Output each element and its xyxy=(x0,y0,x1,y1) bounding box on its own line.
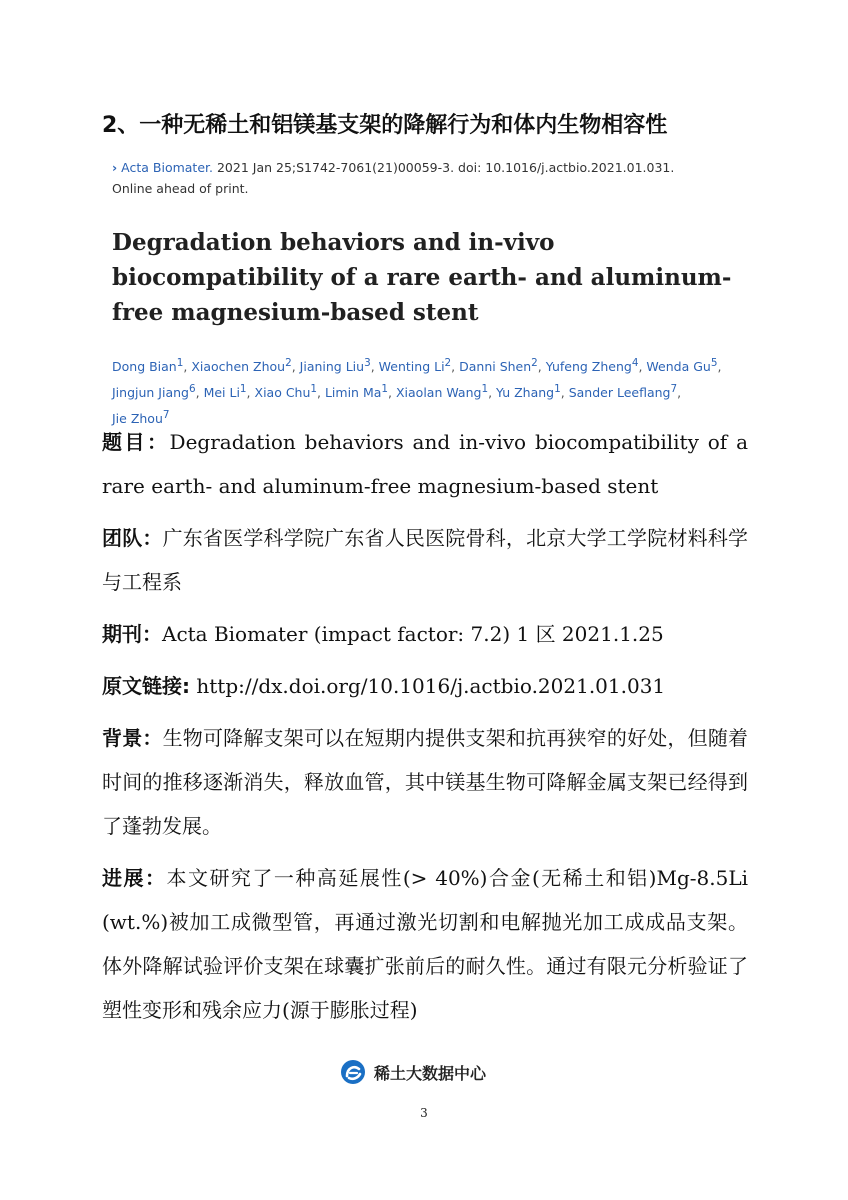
author-separator: , xyxy=(246,385,255,401)
citation-details: 2021 Jan 25;S1742-7061(21)00059-3. doi: 10.1016/j.actbio.2021.01.031. xyxy=(216,160,675,175)
author-list xyxy=(112,352,732,430)
author-separator: , xyxy=(537,359,546,375)
affiliation-badge[interactable]: 2 xyxy=(444,357,452,369)
article-title: Degradation behaviors and in-vivo biocompatibility of a rare earth- and aluminum-free magnesium-based stent xyxy=(112,229,732,326)
author-separator: , xyxy=(451,359,460,375)
link-paragraph xyxy=(102,664,748,708)
affiliation-badge[interactable]: 1 xyxy=(381,383,389,396)
author-name[interactable]: Xiaochen Zhou xyxy=(191,359,286,375)
author-separator: , xyxy=(488,385,497,401)
title-paragraph xyxy=(102,420,748,508)
author-separator: , xyxy=(638,359,647,375)
author-separator: , xyxy=(195,385,204,401)
chevron-right-icon[interactable]: › xyxy=(112,160,118,175)
journal-text: Acta Biomater (impact factor: 7.2) 1 区 2021.1.25 xyxy=(162,622,664,646)
progress-paragraph xyxy=(102,856,748,1032)
pubmed-screenshot xyxy=(112,157,732,430)
author-separator: , xyxy=(317,385,325,401)
document-body xyxy=(102,420,748,1040)
background-text: 生物可降解支架可以在短期内提供支架和抗再狭窄的好处，但随着时间的推移逐渐消失，释放血管，其中镁基生物可降解金属支架已经得到了蓬勃发展。 xyxy=(102,726,749,838)
affiliation-badge[interactable]: 7 xyxy=(670,383,678,396)
affiliation-badge[interactable]: 2 xyxy=(531,357,538,369)
affiliation-badge[interactable]: 4 xyxy=(631,357,639,369)
author-name[interactable]: Xiao Chu xyxy=(254,385,311,401)
progress-label: 进展： xyxy=(102,866,167,890)
author-name[interactable]: Xiaolan Wang xyxy=(395,385,482,401)
background-label: 背景： xyxy=(102,726,163,750)
background-paragraph xyxy=(102,716,748,848)
author-name[interactable]: Jingjun Jiang xyxy=(112,385,189,401)
affiliation-badge[interactable]: 1 xyxy=(310,383,318,396)
author-name[interactable]: Wenda Gu xyxy=(646,359,711,375)
author-separator: , xyxy=(370,359,379,375)
author-name[interactable]: Jianing Liu xyxy=(299,359,365,375)
author-name[interactable]: Sander Leeflang xyxy=(568,385,671,401)
progress-text: 本文研究了一种高延展性(> 40%)合金(无稀土和铝)Mg-8.5Li (wt.%)被加工成微型管，再通过激光切割和电解抛光加工成成品支架。体外降解试验评价支架在球囊扩张前后的耐久性。通过有限元分析验证了塑性变形和残余应力(源于膨胀过程) xyxy=(102,866,748,1022)
author-name[interactable]: Mei Li xyxy=(203,385,240,401)
journal-label: 期刊： xyxy=(102,622,162,646)
team-text: 广东省医学科学院广东省人民医院骨科，北京大学工学院材料科学与工程系 xyxy=(102,526,749,594)
affiliation-badge[interactable]: 7 xyxy=(162,409,170,422)
author-separator: , xyxy=(717,359,722,375)
author-separator: , xyxy=(388,385,396,401)
footer-brand xyxy=(340,1058,486,1086)
journal-link[interactable]: Acta Biomater. xyxy=(121,160,213,175)
team-paragraph xyxy=(102,516,748,604)
affiliation-badge[interactable]: 6 xyxy=(188,383,196,396)
author-name[interactable]: Yufeng Zheng xyxy=(545,359,632,375)
author-separator: , xyxy=(183,359,192,375)
journal-paragraph xyxy=(102,612,748,656)
title-text: Degradation behaviors and in-vivo biocompatibility of a rare earth- and aluminum-free magnesium-based stent xyxy=(102,430,748,498)
affiliation-badge[interactable]: 1 xyxy=(481,383,489,396)
brand-name: 稀土大数据中心 xyxy=(374,1063,487,1083)
author-name[interactable]: Danni Shen xyxy=(459,359,532,375)
author-separator: , xyxy=(291,359,300,375)
author-name[interactable]: Dong Bian xyxy=(112,359,177,375)
doi-link[interactable]: http://dx.doi.org/10.1016/j.actbio.2021.01.031 xyxy=(190,674,666,698)
team-label: 团队： xyxy=(102,526,163,550)
citation-line xyxy=(112,157,732,199)
online-note: Online ahead of print. xyxy=(112,181,249,196)
affiliation-badge[interactable]: 5 xyxy=(710,357,718,369)
affiliation-badge[interactable]: 1 xyxy=(239,383,247,396)
affiliation-badge[interactable]: 1 xyxy=(554,383,561,396)
link-label: 原文链接: xyxy=(102,674,190,698)
author-name[interactable]: Jie Zhou xyxy=(112,411,163,427)
author-name[interactable]: Yu Zhang xyxy=(496,385,555,401)
author-name[interactable]: Limin Ma xyxy=(324,385,382,401)
affiliation-badge[interactable]: 3 xyxy=(364,357,371,369)
author-separator: , xyxy=(677,385,682,401)
section-heading: 2、一种无稀土和铝镁基支架的降解行为和体内生物相容性 xyxy=(102,113,668,138)
affiliation-badge[interactable]: 2 xyxy=(285,357,292,369)
author-name[interactable]: Wenting Li xyxy=(378,359,445,375)
page-number: 3 xyxy=(420,1106,428,1120)
author-separator: , xyxy=(560,385,569,401)
re-logo-icon xyxy=(340,1059,366,1085)
title-label: 题目： xyxy=(102,430,170,454)
affiliation-badge[interactable]: 1 xyxy=(176,357,184,369)
